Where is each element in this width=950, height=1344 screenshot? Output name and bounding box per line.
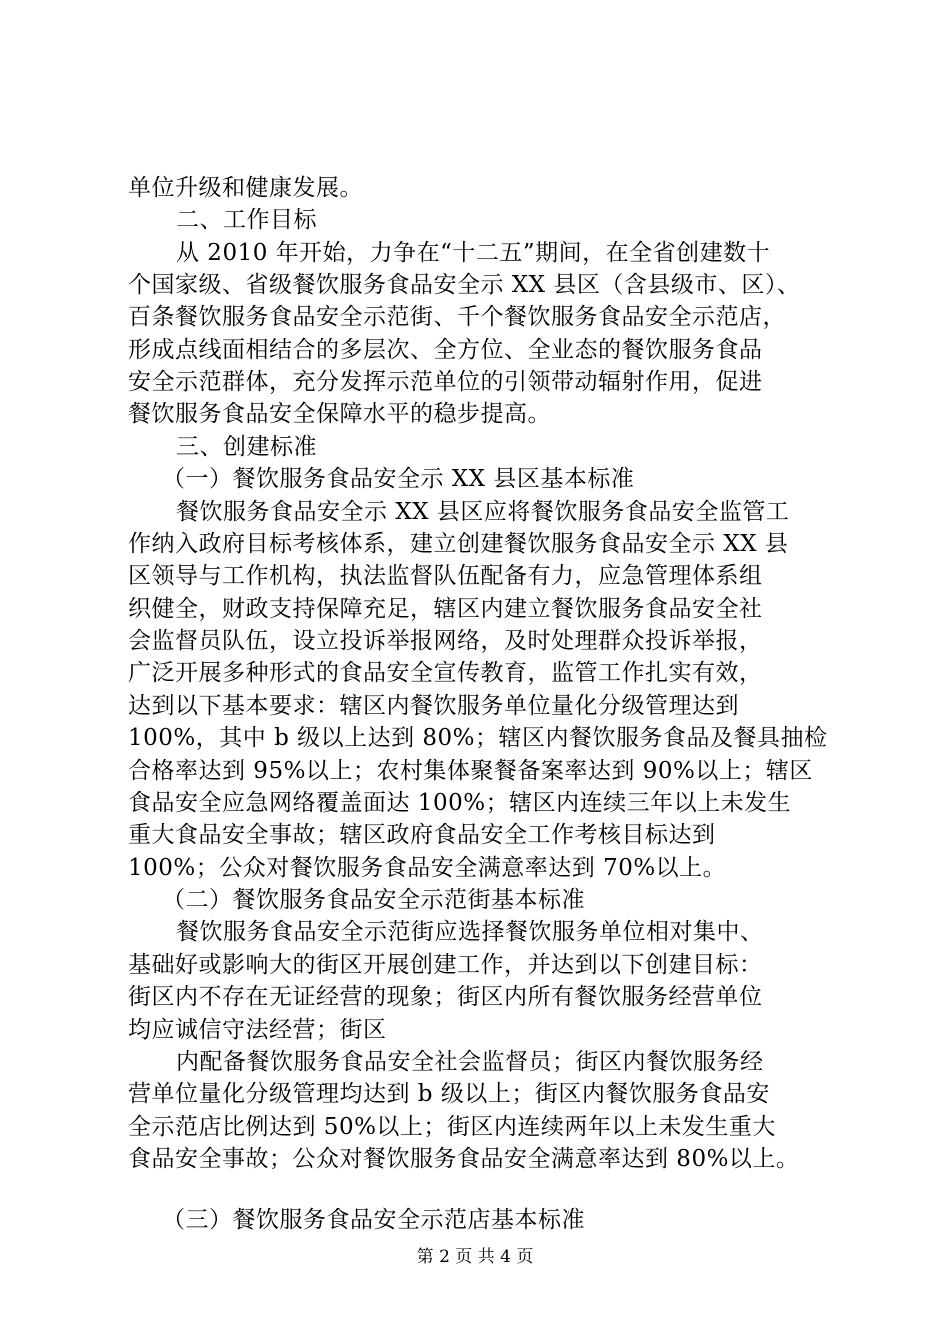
paragraph-line: 全示范店比例达到 50%以上；街区内连续两年以上未发生重大: [128, 1114, 776, 1140]
paragraph-line: 100%；公众对餐饮服务食品安全满意率达到 70%以上。: [128, 855, 727, 881]
paragraph-line: 100%，其中 b 级以上达到 80%；辖区内餐饮服务食品及餐具抽检: [128, 725, 828, 751]
paragraph-line: 均应诚信守法经营；街区: [128, 1017, 387, 1043]
paragraph-line: 内配备餐饮服务食品安全社会监督员；街区内餐饮服务经: [176, 1049, 764, 1075]
paragraph-line: 会监督员队伍，设立投诉举报网络，及时处理群众投诉举报，: [128, 628, 763, 654]
paragraph-line: 作纳入政府目标考核体系，建立创建餐饮服务食品安全示 XX 县: [128, 531, 789, 557]
paragraph-line: 食品安全事故；公众对餐饮服务食品安全满意率达到 80%以上。: [128, 1146, 800, 1172]
paragraph-line: 安全示范群体，充分发挥示范单位的引领带动辐射作用，促进: [128, 369, 763, 395]
paragraph-line: 区领导与工作机构，执法监督队伍配备有力，应急管理体系组: [128, 563, 763, 589]
paragraph-line: 百条餐饮服务食品安全示范街、千个餐饮服务食品安全示范店，: [128, 304, 786, 330]
paragraph-line: 从 2010 年开始，力争在“十二五”期间，在全省创建数十: [176, 240, 771, 266]
paragraph-line: 餐饮服务食品安全保障水平的稳步提高。: [128, 401, 551, 427]
paragraph-line: 重大食品安全事故；辖区政府食品安全工作考核目标达到: [128, 822, 716, 848]
section-heading-work-goals: 二、工作目标: [176, 207, 317, 233]
subsection-heading-street: （二）餐饮服务食品安全示范街基本标准: [162, 887, 585, 913]
subsection-heading-store: （三）餐饮服务食品安全示范店基本标准: [162, 1207, 585, 1233]
paragraph-line: 食品安全应急网络覆盖面达 100%；辖区内连续三年以上未发生: [128, 790, 792, 816]
paragraph-line: 餐饮服务食品安全示 XX 县区应将餐饮服务食品安全监管工: [176, 499, 790, 525]
page-indicator: 第 2 页 共 4 页: [416, 1247, 534, 1267]
subsection-heading-county: （一）餐饮服务食品安全示 XX 县区基本标准: [162, 466, 635, 492]
paragraph-line: 形成点线面相结合的多层次、全方位、全业态的餐饮服务食品: [128, 337, 763, 363]
paragraph-line: 单位升级和健康发展。: [128, 175, 363, 201]
paragraph-line: 广泛开展多种形式的食品安全宣传教育，监管工作扎实有效，: [128, 660, 763, 686]
paragraph-line: 餐饮服务食品安全示范街应选择餐饮服务单位相对集中、: [176, 919, 764, 945]
paragraph-line: 营单位量化分级管理均达到 b 级以上；街区内餐饮服务食品安: [128, 1081, 770, 1107]
paragraph-line: 合格率达到 95%以上；农村集体聚餐备案率达到 90%以上；辖区: [128, 758, 813, 784]
paragraph-line: 达到以下基本要求：辖区内餐饮服务单位量化分级管理达到: [128, 693, 739, 719]
paragraph-line: 街区内不存在无证经营的现象；街区内所有餐饮服务经营单位: [128, 984, 763, 1010]
paragraph-line: 基础好或影响大的街区开展创建工作，并达到以下创建目标：: [128, 952, 763, 978]
paragraph-line: 个国家级、省级餐饮服务食品安全示 XX 县区（含县级市、区）、: [128, 272, 801, 298]
paragraph-line: 织健全，财政支持保障充足，辖区内建立餐饮服务食品安全社: [128, 596, 763, 622]
section-heading-standards: 三、创建标准: [176, 434, 317, 460]
